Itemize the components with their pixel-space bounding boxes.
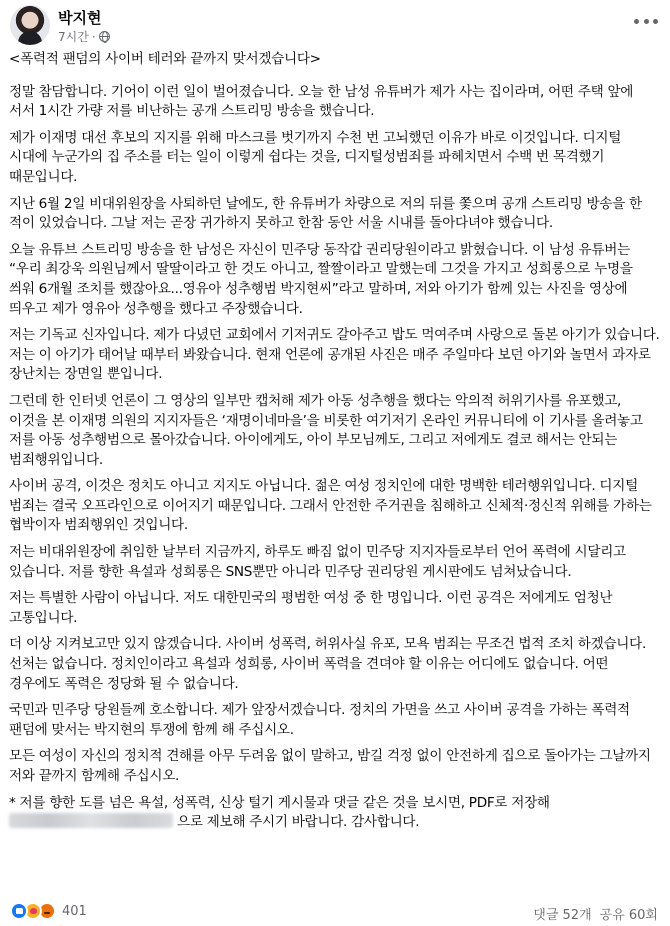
avatar[interactable] — [10, 5, 50, 45]
shares-count[interactable]: 공유 60회 — [599, 908, 658, 923]
reaction-summary[interactable] — [10, 902, 87, 920]
separator-dot: · — [91, 29, 96, 44]
paragraph: 저는 기독교 신자입니다. 제가 다녔던 교회에서 기저귀도 갈아주고 밥도 먹여주며 사랑으로 돌본 아기가 있습니다. 저는 이 아기가 태어날 때부터 봐왔습니다. 현재 언론에 공개된 사진은 매주 주일마다 보던 아기와 놀면서 과자로 장난치는 장면일 뿐입니다. — [9, 327, 660, 383]
paragraph: 저는 비대위원장에 취임한 날부터 지금까지, 하루도 빠짐 없이 민주당 지지자들로부터 언어 폭력에 시달리고 있습니다. 저를 향한 욕설과 성희롱은 SNS뿐만 아니라 민주당 권리당원 게시판에도 넘쳐났습니다. — [9, 544, 626, 580]
paragraph: 정말 참담합니다. 기어이 이런 일이 벌어졌습니다. 오늘 한 남성 유튜버가 제가 사는 집이라며, 어떤 주택 앞에 서서 1시간 가량 저를 비난하는 공개 스트리밍 방송을 했습니다. — [9, 83, 634, 120]
more-options-icon — [634, 19, 639, 24]
post-header — [0, 0, 670, 48]
like-icon — [10, 902, 28, 920]
post-time[interactable]: 7시간 — [58, 30, 89, 44]
report-note-line2: 으로 제보해 주시기 바랍니다. 감사합니다. — [177, 814, 420, 831]
paragraph: 그런데 한 인터넷 언론이 그 영상의 일부만 캡처해 제가 아동 성추행을 했다는 악의적 허위기사를 유포했고, 이것을 본 이재명 의원의 지지자들은 ‘재명이네마을’을 비롯한 여기저기 온라인 커뮤니티에 이 기사를 올려놓고 저를 아동 성추행범으로 몰아갔습니다. 아이에게도, 아이 부모님께도, 그리고 저에게도 결코 해서는 안되는 범죄행위입니다. — [9, 392, 643, 468]
paragraph: 사이버 공격, 이것은 정치도 아니고 지지도 아닙니다. 젊은 여성 정치인에 대한 명백한 테러행위입니다. 디지털 범죄는 결국 오프라인으로 이어지기 때문입니다. 그래서 안전한 주거권을 침해하고 신체적·정신적 위해를 가하는 협박이자 범죄행위인 것입니다. — [9, 478, 652, 534]
paragraph: 모든 여성이 자신의 정치적 견해를 아무 두려움 없이 말하고, 밤길 걱정 없이 안전하게 집으로 돌아가는 그날까지 저와 끝까지 함께해 주십시오. — [9, 748, 651, 784]
more-options-icon — [653, 19, 658, 24]
paragraph: 오늘 유튜브 스트리밍 방송을 한 남성은 자신이 민주당 동작갑 권리당원이라고 밝혔습니다. 이 남성 유튜버는 “우리 최강욱 의원님께서 딸딸이라고 한 것도 아니고, 짤짤이라고 말했는데 그것을 가지고 성희롱으로 누명을 씌워 6개월 조치를 했잖아요...영유아 성추행범 박지현씨”라고 말하며, 저와 아기가 함께 있는 사진을 영상에 띄우고 제가 영유아 성추행을 했다고 주장했습니다. — [9, 241, 633, 317]
post-footer — [0, 898, 670, 926]
post-title: <폭력적 팬덤의 사이버 테러와 끝까지 맞서겠습니다> — [9, 51, 321, 67]
paragraph: 더 이상 지켜보고만 있지 않겠습니다. 사이버 성폭력, 허위사실 유포, 모욕 범죄는 무조건 법적 조치 하겠습니다. 선처는 없습니다. 정치인이라고 욕설과 성희롱, 사이버 폭력을 견뎌야 할 이유는 어디에도 없습니다. 어떤 경우에도 폭력은 정당화 될 수 없습니다. — [9, 636, 646, 692]
globe-icon — [99, 31, 110, 42]
redacted-email — [9, 813, 173, 828]
paragraph: 국민과 민주당 당원들께 호소합니다. 제가 앞장서겠습니다. 정치의 가면을 쓰고 사이버 공격을 가하는 폭력적 팬덤에 맞서는 박지현의 투쟁에 함께 해 주십시오. — [9, 702, 630, 738]
post-meta — [58, 28, 110, 45]
author-name[interactable]: 박지현 — [58, 9, 102, 27]
more-options-button[interactable] — [634, 14, 658, 28]
comments-count[interactable]: 댓글 52개 — [533, 908, 592, 923]
more-options-icon — [644, 19, 649, 24]
paragraph: 제가 이재명 대선 후보의 지지를 위해 마스크를 벗기까지 수천 번 고뇌했던 이유가 바로 이것입니다. 디지털 시대에 누군가의 집 주소를 터는 일이 이렇게 쉽다는 것을, 디지털성범죄를 파헤치면서 수백 번 목격했기 때문입니다. — [9, 129, 622, 185]
post-body — [9, 50, 661, 840]
reaction-count: 401 — [62, 903, 87, 919]
paragraph: 저는 특별한 사람이 아닙니다. 저도 대한민국의 평범한 여성 중 한 명입니다. 이런 공격은 저에게도 엄청난 고통입니다. — [9, 590, 613, 626]
report-note — [9, 794, 661, 833]
paragraph: 지난 6월 2일 비대위원장을 사퇴하던 날에도, 한 유튜버가 차량으로 저의 뒤를 쫓으며 공개 스트리밍 방송을 한 적이 있었습니다. 그날 저는 곧장 귀가하지 못하고 한참 동안 서울 시내를 돌아다녀야 했습니다. — [9, 195, 642, 232]
post-stats — [533, 904, 658, 923]
report-note-line1: * 저를 향한 도를 넘은 욕설, 성폭력, 신상 털기 게시물과 댓글 같은 것을 보시면, PDF로 저장해 — [9, 794, 550, 811]
